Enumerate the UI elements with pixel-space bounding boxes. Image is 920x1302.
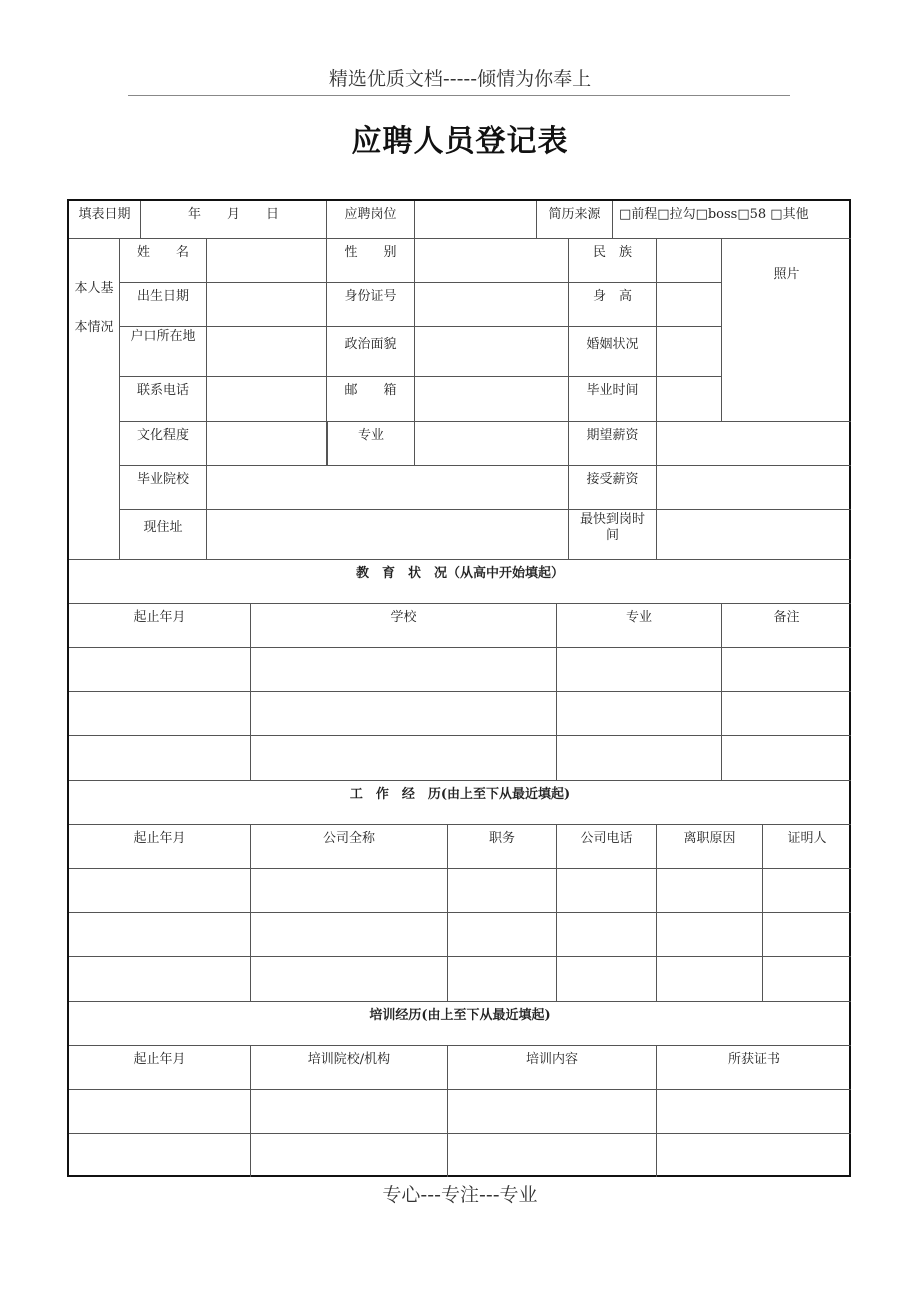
gender-label: 性 别 (327, 239, 415, 283)
height-label: 身 高 (569, 283, 657, 327)
edu-row-remarks-field[interactable] (722, 736, 851, 781)
height-field[interactable] (657, 283, 722, 327)
edu-row-period-field[interactable] (69, 736, 251, 781)
training-col-institution: 培训院校/机构 (251, 1046, 448, 1090)
work-row-reason-field[interactable] (657, 869, 763, 913)
gender-field[interactable] (415, 239, 569, 283)
work-row-phone-field[interactable] (557, 957, 657, 1002)
birth-date-label: 出生日期 (120, 283, 207, 327)
graduation-time-field[interactable] (657, 377, 722, 422)
work-col-company-phone: 公司电话 (557, 825, 657, 869)
id-number-field[interactable] (415, 283, 569, 327)
work-col-period: 起止年月 (69, 825, 251, 869)
earliest-start-label: 最快到岗时间 (569, 510, 657, 560)
work-col-reference: 证明人 (763, 825, 851, 869)
education-level-field[interactable] (207, 422, 327, 466)
marital-status-field[interactable] (657, 327, 722, 377)
fill-date-field[interactable]: 年 月 日 (141, 201, 327, 239)
edu-row-major-field[interactable] (557, 648, 722, 692)
training-col-content: 培训内容 (448, 1046, 657, 1090)
edu-col-period: 起止年月 (69, 604, 251, 648)
work-row-reason-field[interactable] (657, 957, 763, 1002)
page-header: 精选优质文档-----倾情为你奉上 (328, 68, 592, 90)
acceptable-salary-label: 接受薪资 (569, 466, 657, 510)
work-section-title: 工 作 经 历(由上至下从最近填起) (69, 781, 851, 825)
political-status-field[interactable] (415, 327, 569, 377)
work-row-position-field[interactable] (448, 957, 557, 1002)
registration-form (67, 199, 851, 1177)
training-row-content-field[interactable] (448, 1134, 657, 1177)
work-row-reference-field[interactable] (763, 913, 851, 957)
work-row-company-field[interactable] (251, 913, 448, 957)
training-row-period-field[interactable] (69, 1090, 251, 1134)
position-label: 应聘岗位 (327, 201, 415, 239)
work-row-position-field[interactable] (448, 913, 557, 957)
work-row-company-field[interactable] (251, 957, 448, 1002)
edu-row-period-field[interactable] (69, 648, 251, 692)
edu-col-remarks: 备注 (722, 604, 851, 648)
work-row-reference-field[interactable] (763, 869, 851, 913)
edu-row-major-field[interactable] (557, 692, 722, 736)
edu-row-major-field[interactable] (557, 736, 722, 781)
major-field[interactable] (415, 422, 569, 466)
ethnicity-label: 民 族 (569, 239, 657, 283)
resume-source-label: 简历来源 (537, 201, 613, 239)
school-field[interactable] (207, 466, 569, 510)
training-row-certificate-field[interactable] (657, 1090, 851, 1134)
header-divider (128, 95, 790, 96)
training-row-certificate-field[interactable] (657, 1134, 851, 1177)
work-row-phone-field[interactable] (557, 913, 657, 957)
earliest-start-field[interactable] (657, 510, 851, 560)
address-label: 现住址 (120, 510, 207, 560)
resume-source-options[interactable]: □前程□拉勾□boss□58 □其他 (613, 201, 851, 239)
work-row-reason-field[interactable] (657, 913, 763, 957)
training-section-title: 培训经历(由上至下从最近填起) (69, 1002, 851, 1046)
edu-row-school-field[interactable] (251, 692, 557, 736)
major-label: 专业 (327, 422, 415, 466)
marital-status-label: 婚姻状况 (569, 327, 657, 377)
work-col-position: 职务 (448, 825, 557, 869)
name-field[interactable] (207, 239, 327, 283)
training-row-institution-field[interactable] (251, 1134, 448, 1177)
address-field[interactable] (207, 510, 569, 560)
name-label: 姓 名 (120, 239, 207, 283)
work-col-leave-reason: 离职原因 (657, 825, 763, 869)
acceptable-salary-field[interactable] (657, 466, 851, 510)
email-field[interactable] (415, 377, 569, 422)
edu-row-school-field[interactable] (251, 648, 557, 692)
work-col-company: 公司全称 (251, 825, 448, 869)
training-col-certificate: 所获证书 (657, 1046, 851, 1090)
work-row-period-field[interactable] (69, 869, 251, 913)
work-row-reference-field[interactable] (763, 957, 851, 1002)
edu-row-remarks-field[interactable] (722, 692, 851, 736)
id-number-label: 身份证号 (327, 283, 415, 327)
school-label: 毕业院校 (120, 466, 207, 510)
training-row-period-field[interactable] (69, 1134, 251, 1177)
work-row-period-field[interactable] (69, 913, 251, 957)
phone-label: 联系电话 (120, 377, 207, 422)
edu-col-school: 学校 (251, 604, 557, 648)
basic-info-section-label: 本人基本情况 (69, 239, 120, 560)
training-col-period: 起止年月 (69, 1046, 251, 1090)
edu-row-school-field[interactable] (251, 736, 557, 781)
fill-date-label: 填表日期 (69, 201, 141, 239)
training-row-institution-field[interactable] (251, 1090, 448, 1134)
work-row-phone-field[interactable] (557, 869, 657, 913)
political-status-label: 政治面貌 (327, 327, 415, 377)
training-row-content-field[interactable] (448, 1090, 657, 1134)
graduation-time-label: 毕业时间 (569, 377, 657, 422)
page-footer: 专心---专注---专业 (382, 1184, 538, 1206)
hukou-field[interactable] (207, 327, 327, 377)
form-title: 应聘人员登记表 (351, 124, 569, 159)
work-row-position-field[interactable] (448, 869, 557, 913)
edu-col-major: 专业 (557, 604, 722, 648)
edu-row-period-field[interactable] (69, 692, 251, 736)
photo-box[interactable]: 照片 (722, 239, 851, 422)
expected-salary-field[interactable] (657, 422, 851, 466)
education-section-title: 教 育 状 况（从高中开始填起） (69, 560, 851, 604)
birth-date-field[interactable] (207, 283, 327, 327)
work-row-company-field[interactable] (251, 869, 448, 913)
expected-salary-label: 期望薪资 (569, 422, 657, 466)
phone-field[interactable] (207, 377, 327, 422)
work-row-period-field[interactable] (69, 957, 251, 1002)
edu-row-remarks-field[interactable] (722, 648, 851, 692)
hukou-label: 户口所在地 (120, 327, 207, 377)
email-label: 邮 箱 (327, 377, 415, 422)
ethnicity-field[interactable] (657, 239, 722, 283)
education-level-label: 文化程度 (120, 422, 207, 466)
position-field[interactable] (415, 201, 537, 239)
